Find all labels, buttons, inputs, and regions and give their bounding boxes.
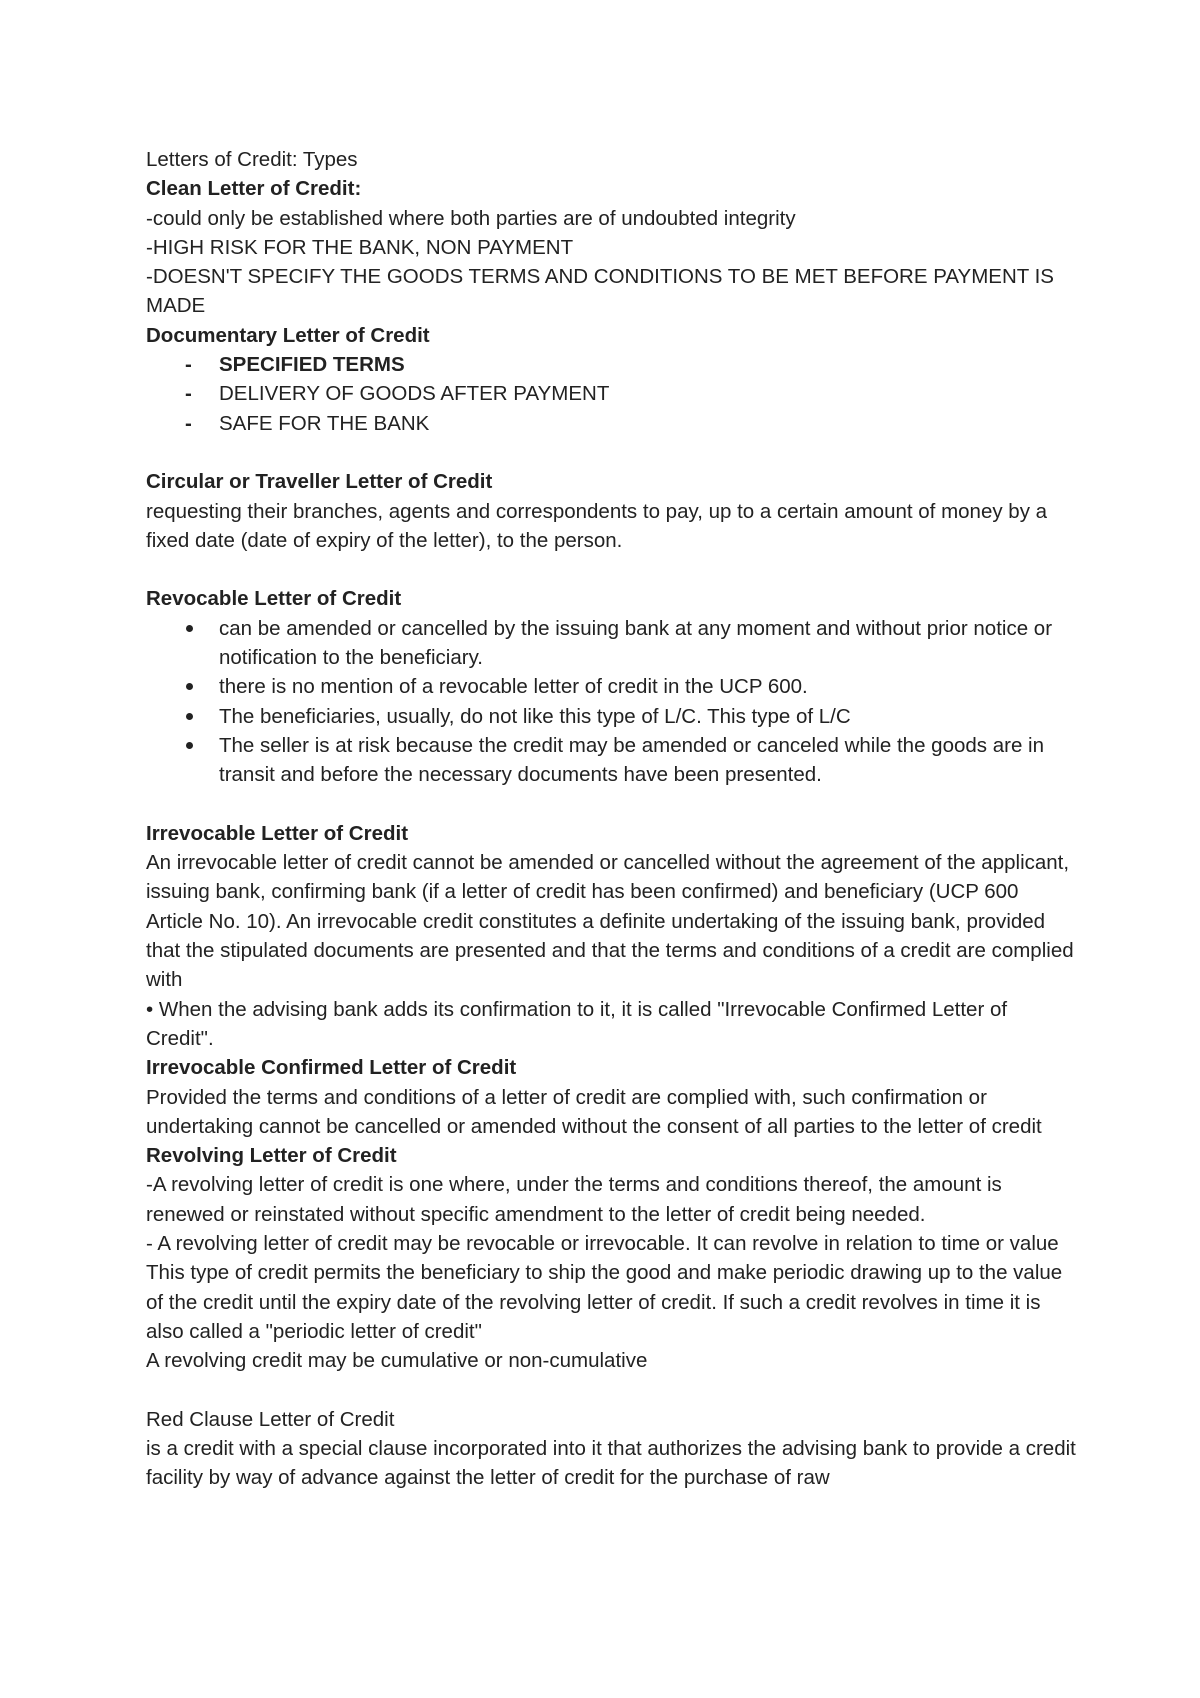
clean-loc-line: -could only be established where both parties are of undoubted integrity [146, 206, 796, 230]
red-clause-loc-text: is a credit with a special clause incorporated into it that authorizes the advising bank to provide a credit facility by way of advance against the letter of credit for the purchase of raw [146, 1437, 1076, 1490]
revocable-loc-list [146, 614, 1076, 790]
list-item: - DELIVERY OF GOODS AFTER PAYMENT [219, 379, 1076, 408]
list-item: - SAFE FOR THE BANK [219, 409, 1076, 438]
spacer [146, 1375, 1076, 1404]
red-clause-loc-heading: Red Clause Letter of Credit [146, 1407, 395, 1431]
spacer [146, 438, 1076, 467]
circular-loc-text: requesting their branches, agents and correspondents to pay, up to a certain amount of money by a fixed date (date of expiry of the letter), to the person. [146, 499, 1048, 552]
irrevocable-loc-text: An irrevocable letter of credit cannot be amended or cancelled without the agreement of the applicant, issuing bank, confirming bank (if a letter of credit has been confirmed) and beneficiary (UCP 600 Article No. 10). An irrevocable credit constitutes a definite undertaking of the issuing bank, provided that the stipulated documents are presented and that the terms and conditions of a credit are complied with [146, 851, 1074, 992]
list-item: there is no mention of a revocable letter of credit in the UCP 600. [219, 672, 1076, 701]
revolving-loc-line: -A revolving letter of credit is one where, under the terms and conditions thereof, the amount is renewed or reinstated without specific amendment to the letter of credit being needed. [146, 1173, 1002, 1226]
document-body [146, 145, 1076, 1493]
revolving-loc-line: This type of credit permits the beneficiary to ship the good and make periodic drawing up to the value of the credit until the expiry date of the revolving letter of credit. If such a credit revolves in time it is also called a "periodic letter of credit" [146, 1261, 1063, 1343]
clean-loc-line: -DOESN'T SPECIFY THE GOODS TERMS AND CONDITIONS TO BE MET BEFORE PAYMENT IS MADE [146, 265, 1054, 318]
list-item: The beneficiaries, usually, do not like this type of L/C. This type of L/C [219, 702, 1076, 731]
revolving-loc-line: - A revolving letter of credit may be revocable or irrevocable. It can revolve in relation to time or value [146, 1231, 1059, 1255]
spacer [146, 555, 1076, 584]
revocable-loc-heading: Revocable Letter of Credit [146, 587, 402, 611]
document-title: Letters of Credit: Types [146, 148, 358, 171]
confirmed-loc-text: Provided the terms and conditions of a letter of credit are complied with, such confirmation or undertaking cannot be cancelled or amended without the consent of all parties to the letter of credit [146, 1085, 1042, 1138]
list-item: The seller is at risk because the credit may be amended or canceled while the goods are in transit and before the necessary documents have been presented. [219, 731, 1076, 790]
irrevocable-loc-note: • When the advising bank adds its confirmation to it, it is called "Irrevocable Confirmed Letter of Credit". [146, 997, 1008, 1050]
confirmed-loc-heading: Irrevocable Confirmed Letter of Credit [146, 1056, 517, 1080]
documentary-loc-list [146, 350, 1076, 438]
spacer [146, 790, 1076, 819]
documentary-loc-heading: Documentary Letter of Credit [146, 323, 430, 347]
list-item: - SPECIFIED TERMS [219, 350, 1076, 379]
circular-loc-heading: Circular or Traveller Letter of Credit [146, 470, 493, 494]
clean-loc-heading: Clean Letter of Credit: [146, 177, 362, 201]
irrevocable-loc-heading: Irrevocable Letter of Credit [146, 821, 409, 845]
revolving-loc-heading: Revolving Letter of Credit [146, 1144, 397, 1168]
clean-loc-line: -HIGH RISK FOR THE BANK, NON PAYMENT [146, 235, 574, 259]
list-item: can be amended or cancelled by the issuing bank at any moment and without prior notice or notification to the beneficiary. [219, 614, 1076, 673]
revolving-loc-line: A revolving credit may be cumulative or non-cumulative [146, 1349, 648, 1373]
